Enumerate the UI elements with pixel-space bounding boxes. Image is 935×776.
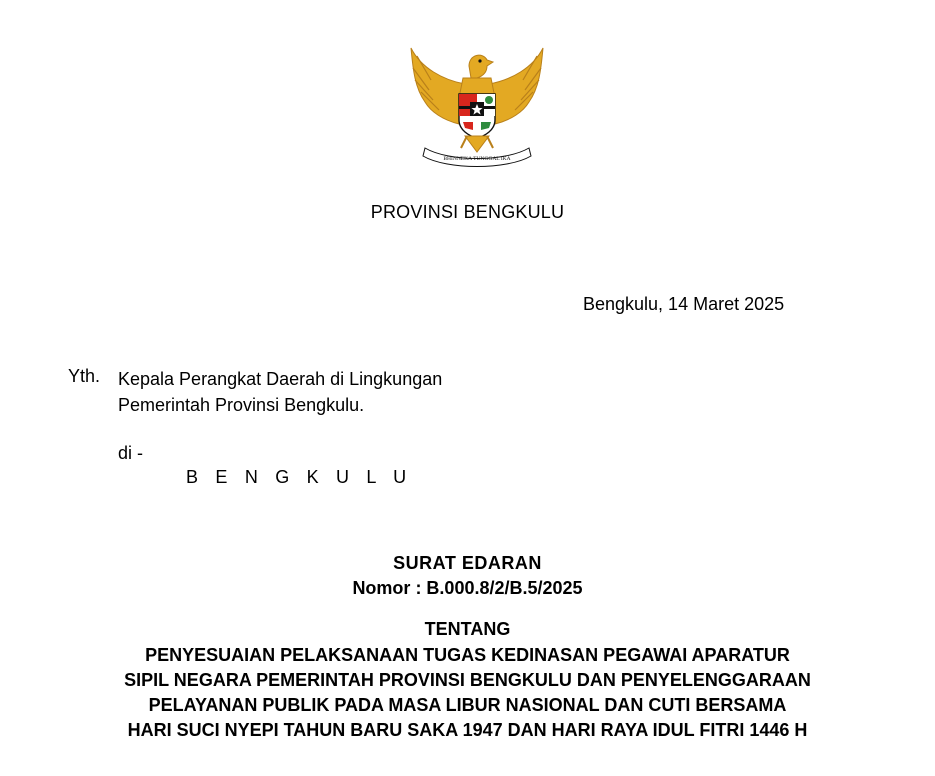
subject-line: PENYESUAIAN PELAKSANAAN TUGAS KEDINASAN PEGAWAI APARATUR xyxy=(145,645,790,665)
subject-line: SIPIL NEGARA PEMERINTAH PROVINSI BENGKULU DAN PENYELENGGARAAN xyxy=(124,670,811,690)
document-subject xyxy=(0,643,935,743)
about-heading: TENTANG xyxy=(424,619,511,639)
garuda-pancasila-emblem xyxy=(403,40,551,168)
recipient-block xyxy=(118,366,442,418)
document-type: SURAT EDARAN xyxy=(393,553,542,573)
subject-line: HARI SUCI NYEPI TAHUN BARU SAKA 1947 DAN HARI RAYA IDUL FITRI 1446 H xyxy=(127,720,808,740)
subject-line: PELAYANAN PUBLIK PADA MASA LIBUR NASIONAL DAN CUTI BERSAMA xyxy=(148,695,787,715)
location-city: B E N G K U L U xyxy=(186,467,413,487)
document-number: Nomor : B.000.8/2/B.5/2025 xyxy=(352,578,583,598)
recipient-prefix: Yth. xyxy=(68,366,101,386)
recipient-line: Pemerintah Provinsi Bengkulu. xyxy=(118,395,365,415)
place-date: Bengkulu, 14 Maret 2025 xyxy=(583,294,785,314)
emblem-motto: BHINNEKA TUNGGAL IKA xyxy=(443,156,511,162)
location-prefix: di - xyxy=(118,443,144,463)
province-name: PROVINSI BENGKULU xyxy=(370,202,565,222)
recipient-line: Kepala Perangkat Daerah di Lingkungan xyxy=(118,369,443,389)
